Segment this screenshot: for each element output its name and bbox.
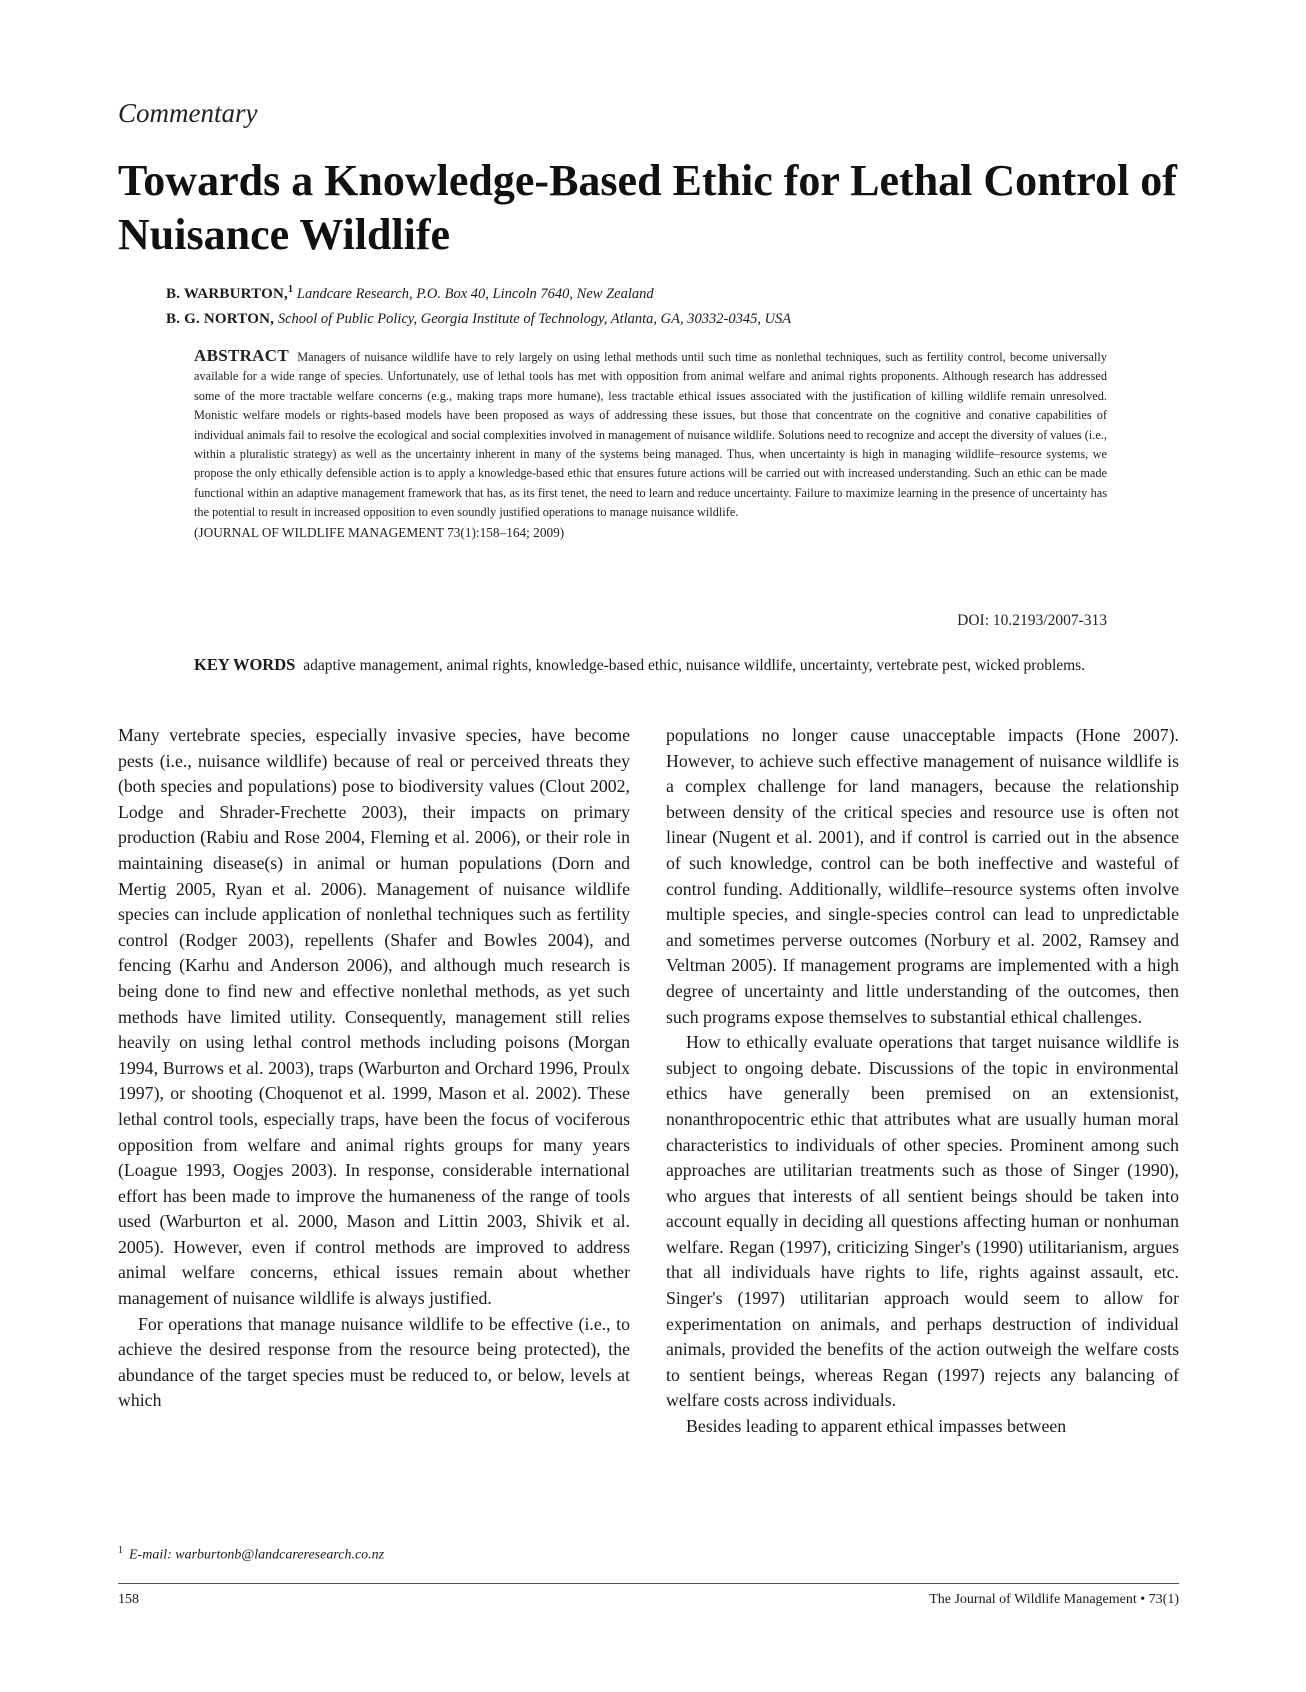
keywords [194, 653, 1177, 678]
body-column-right [666, 723, 1179, 1440]
abstract-text: Managers of nuisance wildlife have to rely largely on using lethal methods until such time as nonlethal techniques, such as fertility control, become universally available for a wide range of species. Unfortunately, use of lethal tools has met with opposition from animal welfare and animal rights proponents. Although research has addressed some of the more tractable welfare concerns (e.g., making traps more humane), less tractable ethical issues associated with the justification of killing wildlife remain unresolved. Monistic welfare models or rights-based models have been proposed as ways of addressing these issues, but those that concentrate on the cognitive and conative capabilities of individual animals fail to resolve the ecological and social complexities involved in management of nuisance wildlife. Solutions need to recognize and accept the diversity of values (i.e., within a pluralistic strategy) as well as the uncertainty inherent in many of the systems being managed. Thus, when uncertainty is high in managing wildlife–resource systems, we propose the only ethically defensible action is to apply a knowledge-based ethic that ensures future actions will be carried out with increased understanding. Such an ethic can be made functional within an adaptive management framework that has, as its first tenet, the need to learn and reduce uncertainty. Failure to maximize learning in the presence of uncertainty has the potential to result in increased opposition to even soundly justified operations to manage nuisance wildlife. [194, 350, 1107, 520]
author-list [166, 277, 1166, 332]
body-paragraph: How to ethically evaluate operations that target nuisance wildlife is subject to ongoing debate. Discussions of the topic in environmental ethics have generally been premised on an extensionist, nonanthropocentric ethic that attributes what are usually human moral characteristics to individuals of other species. Prominent among such approaches are utilitarian treatments such as those of Singer (1990), who argues that interests of all sentient beings should be taken into account equally in deciding all questions affecting human or nonhuman welfare. Regan (1997), criticizing Singer's (1990) utilitarianism, argues that all individuals have rights to life, rights against assault, etc. Singer's (1997) utilitarian approach would seem to allow for experimentation on animals, and perhaps destruction of individual animals, provided the benefits of the action outweigh the welfare costs to sentient beings, whereas Regan (1997) rejects any balancing of welfare costs across individuals. [666, 1032, 1179, 1411]
body-column-left [118, 723, 630, 1414]
body-paragraph: Besides leading to apparent ethical impasses between [686, 1416, 1067, 1437]
doi-link[interactable]: DOI: 10.2193/2007-313 [957, 612, 1107, 629]
keywords-text: adaptive management, animal rights, knowledge-based ethic, nuisance wildlife, uncertainty, vertebrate pest, wicked problems. [303, 657, 1086, 674]
article-title: Towards a Knowledge-Based Ethic for Lethal Control of Nuisance Wildlife [118, 156, 1177, 259]
author-entry [166, 277, 1166, 307]
footnote [118, 1545, 384, 1564]
author-name: B. WARBURTON,$^1$ [166, 284, 294, 302]
body-paragraph: populations no longer cause unacceptable impacts (Hone 2007). However, to achieve such effective management of nuisance wildlife is a complex challenge for land managers, because the relationship between density of the critical species and resource use is often not linear (Nugent et al. 2001), and if control is carried out in the absence of such knowledge, control can be both ineffective and wasteful of control funding. Additionally, wildlife–resource systems often involve multiple species, and single-species control can lead to unpredictable and sometimes perverse outcomes (Norbury et al. 2002, Ramsey and Veltman 2005). If management programs are implemented with a high degree of uncertainty and little understanding of the outcomes, then such programs expose themselves to substantial ethical challenges. [666, 725, 1179, 1027]
abstract-heading: ABSTRACT [194, 346, 289, 365]
body-paragraph: Many vertebrate species, especially invasive species, have become pests (i.e., nuisance wildlife) because of real or perceived threats they (both species and populations) pose to biodiversity values (Clout 2002, Lodge and Shrader-Frechette 2003), their impacts on primary production (Rabiu and Rose 2004, Fleming et al. 2006), or their role in maintaining disease(s) in animal or human populations (Dorn and Mertig 2005, Ryan et al. 2006). Management of nuisance wildlife species can include application of nonlethal techniques such as fertility control (Rodger 2003), repellents (Shafer and Bowles 2004), and fencing (Karhu and Anderson 2006), and although much research is being done to find new and effective nonlethal methods, as yet such methods have limited utility. Consequently, management still relies heavily on using lethal control methods including poisons (Morgan 1994, Burrows et al. 2003), traps (Warburton and Orchard 1996, Proulx 1997), or shooting (Choquenot et al. 1999, Mason et al. 2002). These lethal control tools, especially traps, have been the focus of vociferous opposition from welfare and animal rights groups for many years (Loague 1993, Oogjes 2003). In response, considerable international effort has been made to improve the humaneness of the range of tools used (Warburton et al. 2000, Mason and Littin 2003, Shivik et al. 2005). However, even if control methods are improved to address animal welfare concerns, ethical issues remain about whether management of nuisance wildlife is always justified. [118, 725, 630, 1309]
footnote-marker: 1 [118, 1545, 123, 1556]
page-number: 158 [118, 1592, 139, 1607]
author-entry [166, 307, 1166, 332]
author-affiliation: Landcare Research, P.O. Box 40, Lincoln 7640, New Zealand [296, 286, 654, 302]
section-label: Commentary [118, 98, 258, 128]
author-affiliation: School of Public Policy, Georgia Institute of Technology, Atlanta, GA, 30332-0345, USA [277, 311, 792, 327]
footer-divider [118, 1583, 1179, 1584]
footnote-email[interactable]: E-mail: warburtonb@landcareresearch.co.nz [129, 1547, 385, 1563]
body-paragraph: For operations that manage nuisance wildlife to be effective (i.e., to achieve the desired response from the resource being protected), the abundance of the target species must be reduced to, or below, levels at which [118, 1313, 630, 1411]
abstract [194, 346, 1107, 542]
author-footnote-marker: 1 [287, 284, 294, 295]
journal-footer: The Journal of Wildlife Management • 73(1) [929, 1592, 1179, 1607]
journal-citation: (JOURNAL OF WILDLIFE MANAGEMENT 73(1):158–164; 2009) [194, 524, 565, 540]
author-name: B. G. NORTON, [166, 311, 275, 327]
keywords-heading: KEY WORDS [194, 655, 296, 674]
